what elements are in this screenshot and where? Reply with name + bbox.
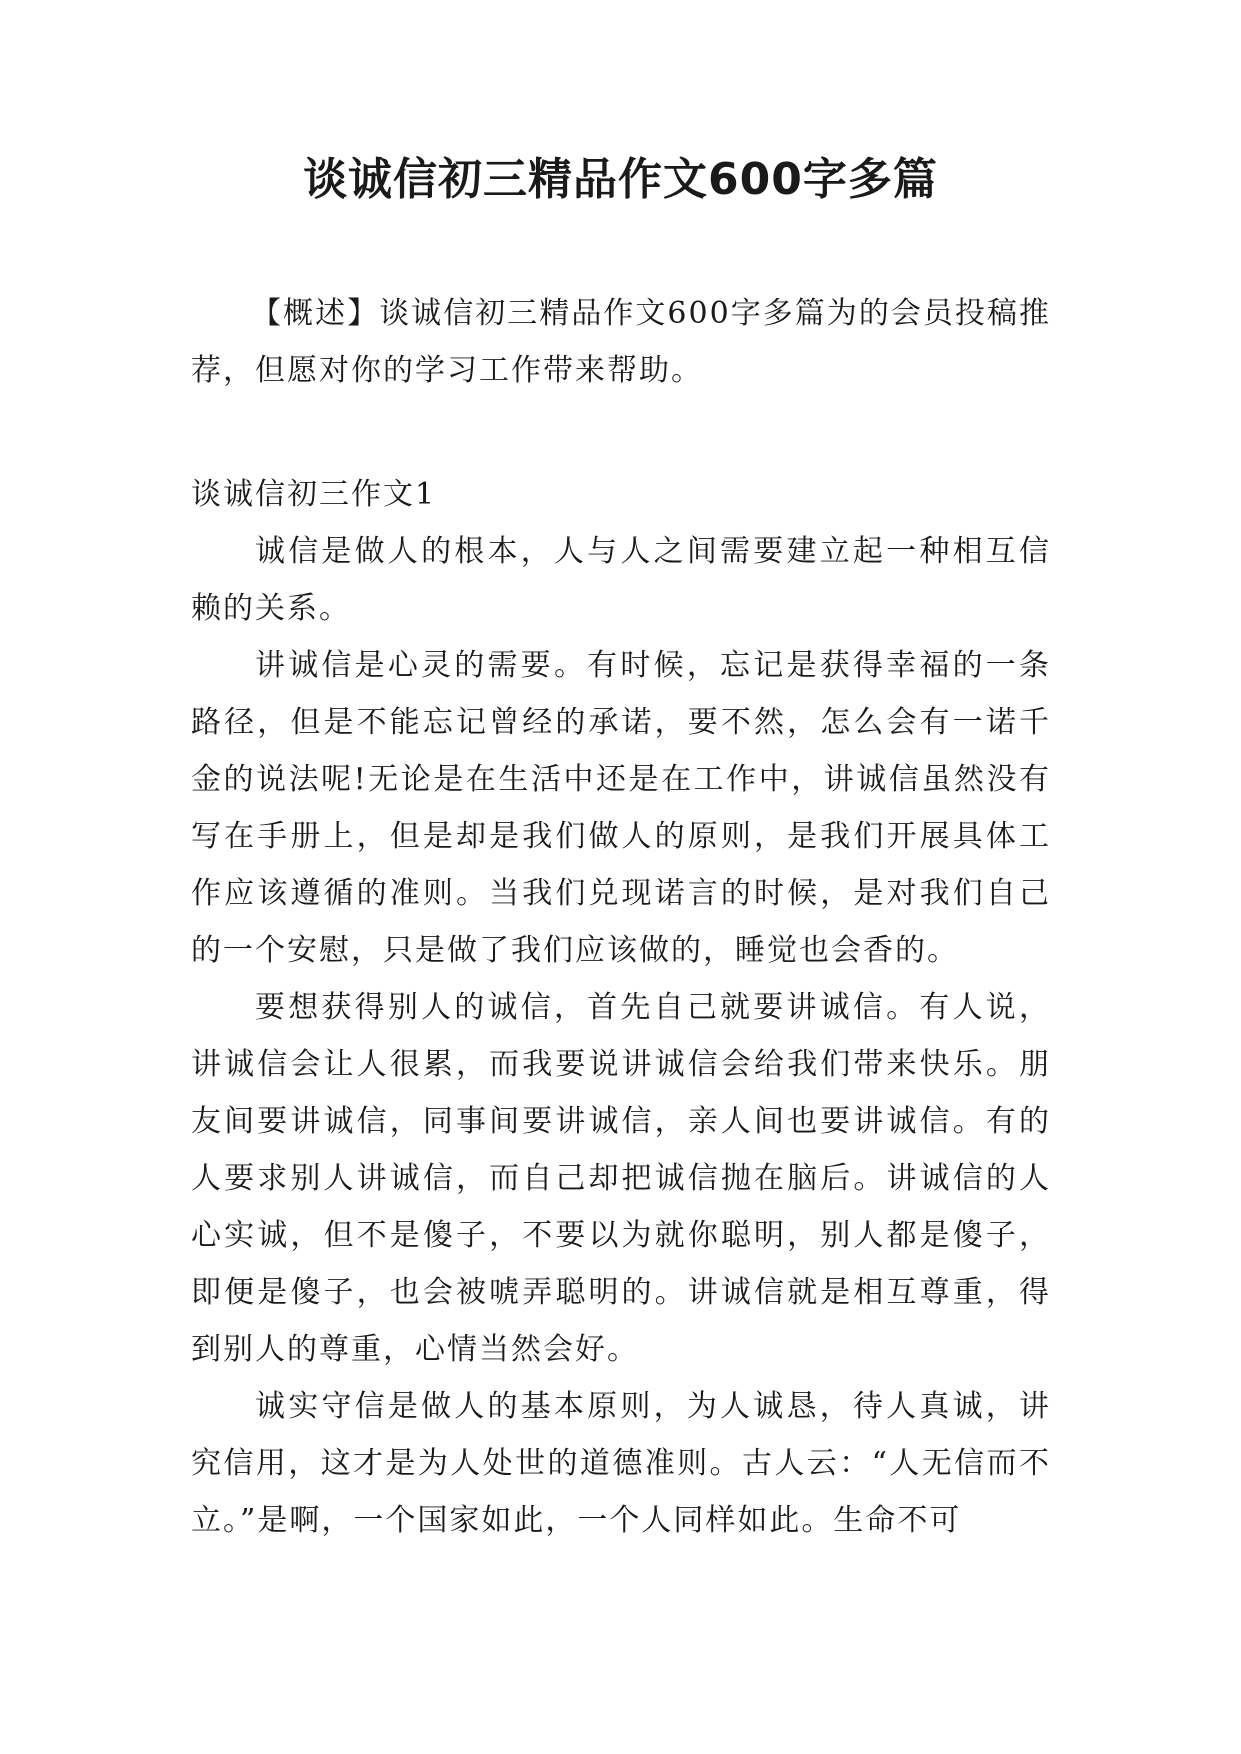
section-heading: 谈诚信初三作文1 [191,477,437,512]
article-paragraph: 诚信是做人的根本，人与人之间需要建立起一种相互信赖的关系。 [191,534,1051,626]
summary-paragraph: 【概述】谈诚信初三精品作文600字多篇为的会员投稿推荐，但愿对你的学习工作带来帮助。 [191,296,1051,388]
article-body [191,523,1051,1549]
article-paragraph: 要想获得别人的诚信，首先自己就要讲诚信。有人说，讲诚信会让人很累，而我要说讲诚信会给我们带来快乐。朋友间要讲诚信，同事间要讲诚信，亲人间也要讲诚信。有的人要求别人讲诚信，而自己却把诚信抛在脑后。讲诚信的人心实诚，但不是傻子，不要以为就你聪明，别人都是傻子，即便是傻子，也会被唬弄聪明的。讲诚信就是相互尊重，得到别人的尊重，心情当然会好。 [191,990,1051,1367]
article-paragraph: 讲诚信是心灵的需要。有时候，忘记是获得幸福的一条路径，但是不能忘记曾经的承诺，要不然，怎么会有一诺千金的说法呢!无论是在生活中还是在工作中，讲诚信虽然没有写在手册上，但是却是我们做人的原则，是我们开展具体工作应该遵循的准则。当我们兑现诺言的时候，是对我们自己的一个安慰，只是做了我们应该做的，睡觉也会香的。 [191,648,1051,968]
article-paragraph: 诚实守信是做人的基本原则，为人诚恳，待人真诚，讲究信用，这才是为人处世的道德准则。古人云：“人无信而不立。”是啊，一个国家如此，一个人同样如此。生命不可 [191,1389,1051,1538]
document-title: 谈诚信初三精品作文600字多篇 [303,154,938,205]
